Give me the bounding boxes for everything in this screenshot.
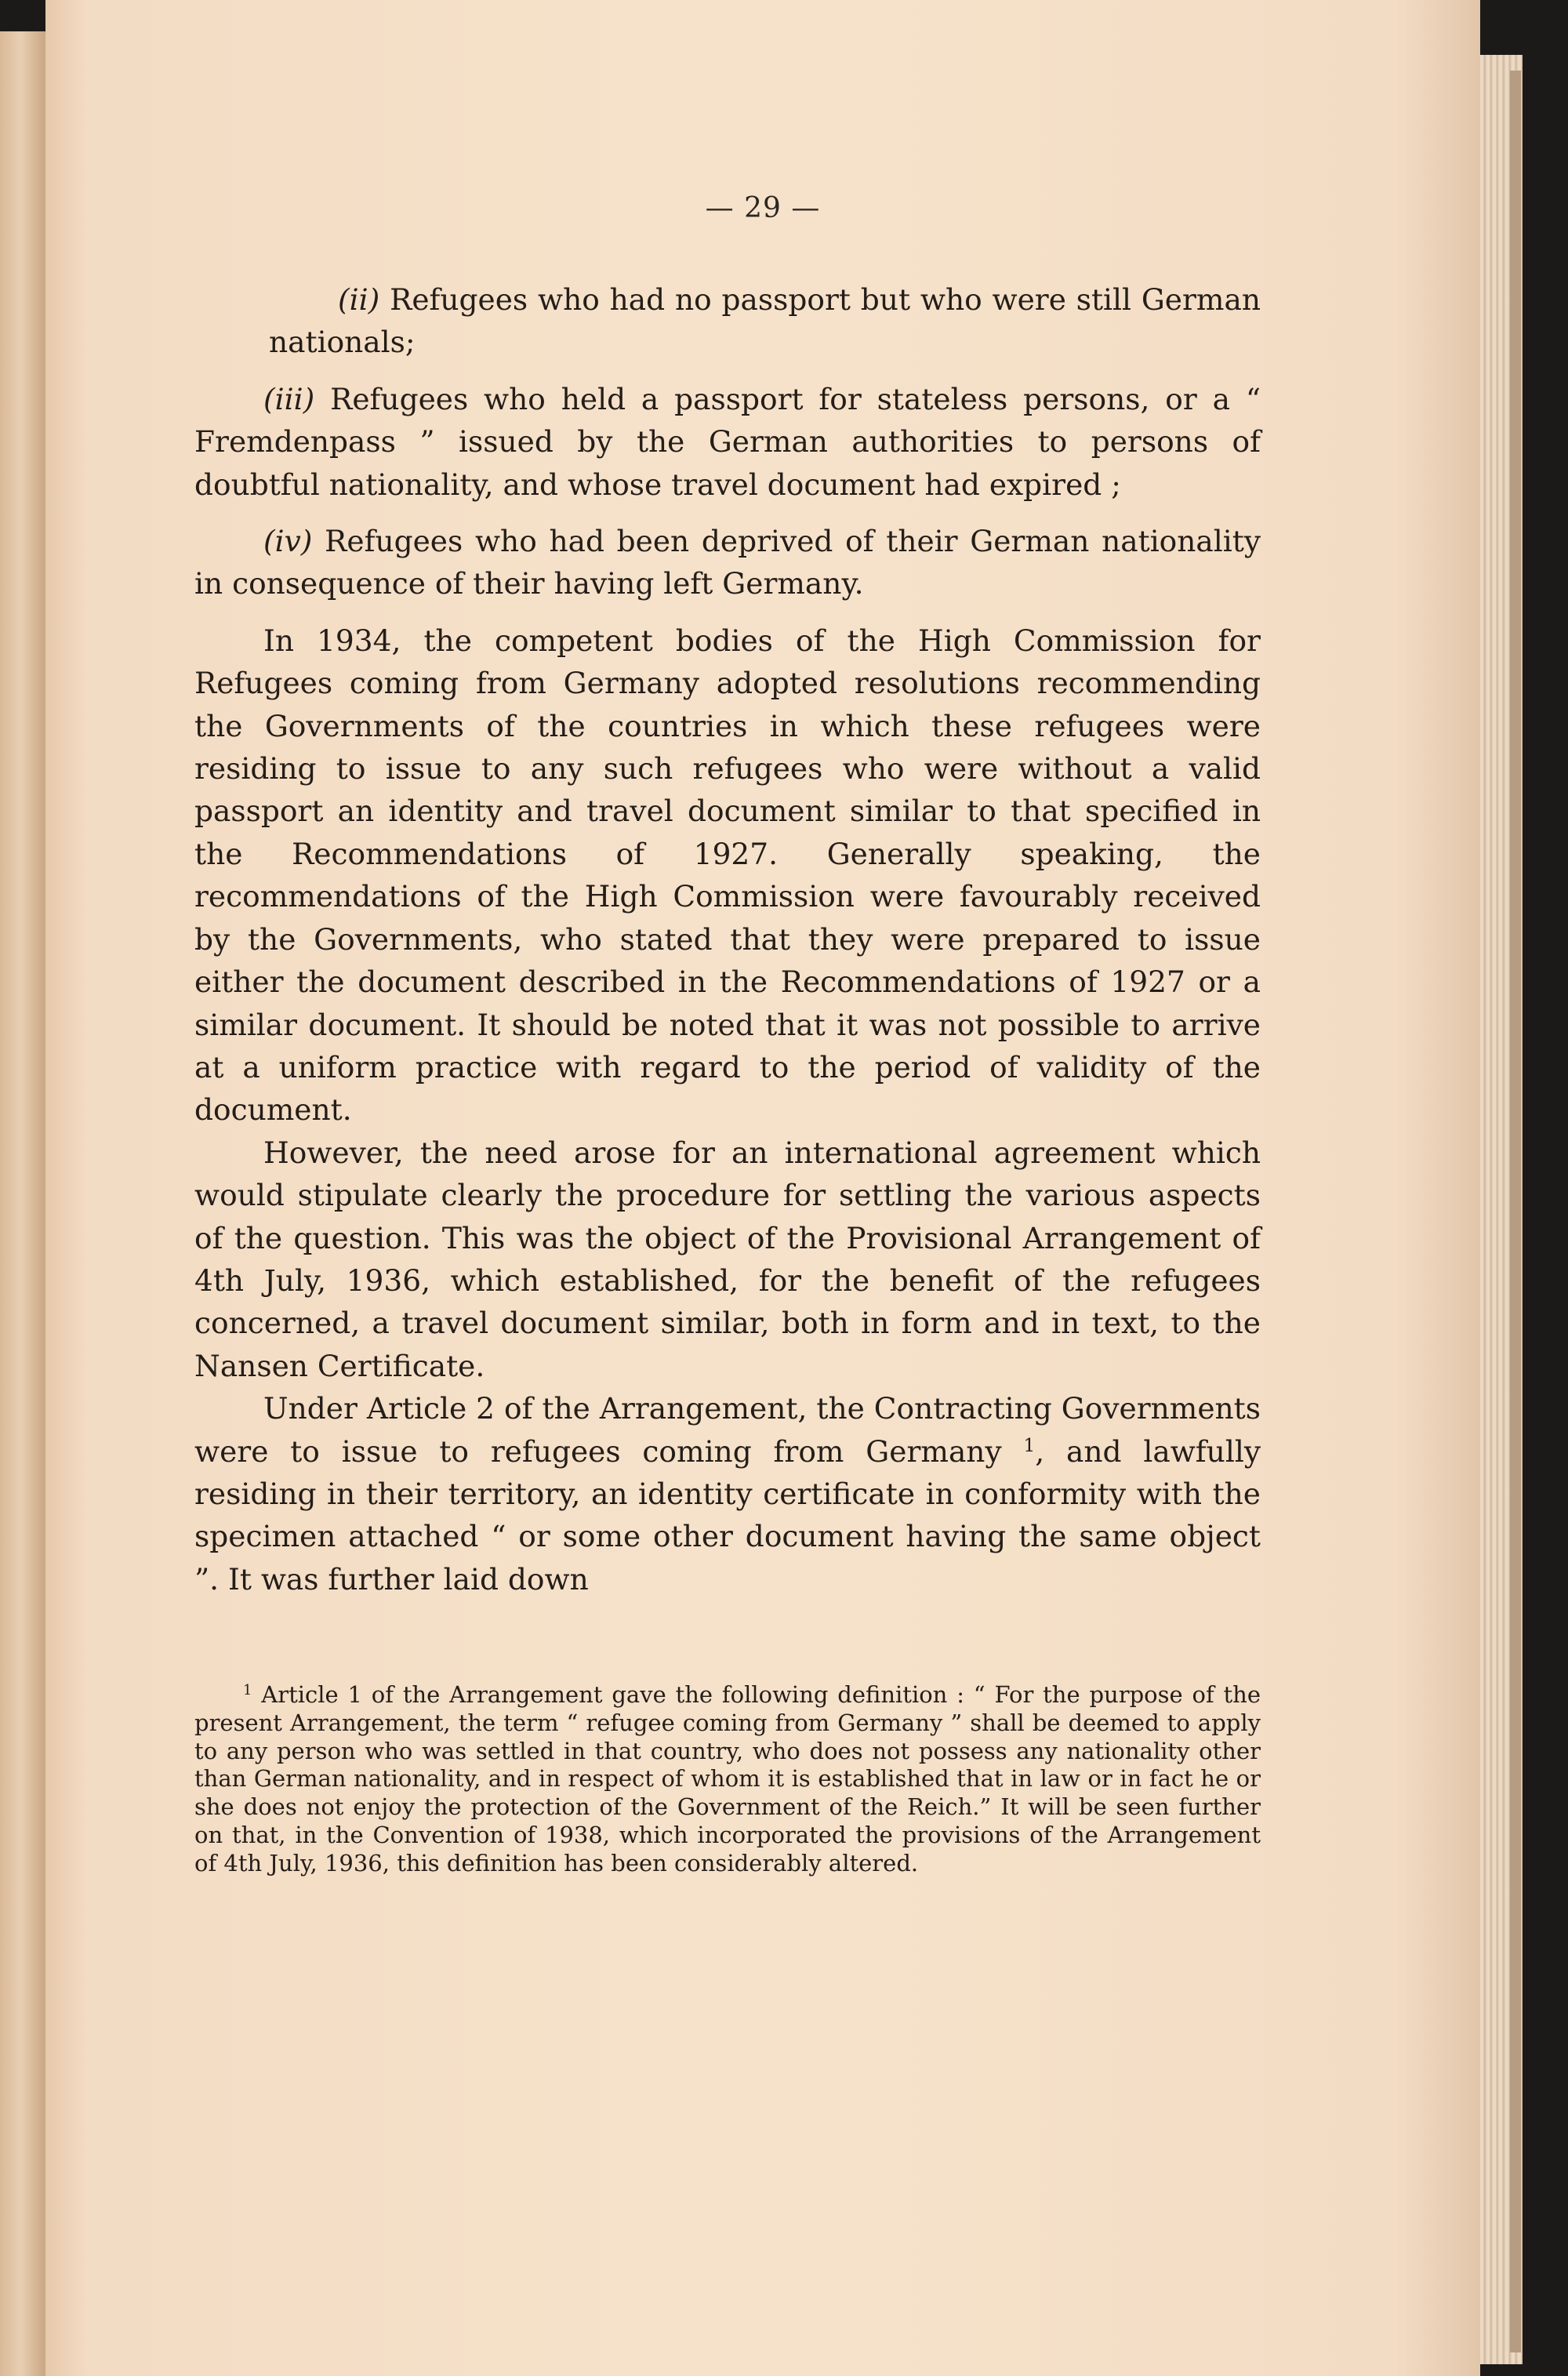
list-label-iv: (iv) bbox=[263, 524, 313, 559]
footnote-marker: 1 bbox=[243, 1682, 252, 1699]
page-number: — 29 — bbox=[705, 192, 821, 224]
paragraph-however: However, the need arose for an international agreement which would stipulate clearly the procedure for settling the various aspects of the question. This was the object of the Provisional Arrangement of 4th July, 1936, which established, for the benefit of the refugees concerned, a travel document similar, both in form and in text, to the Nansen Certificate. bbox=[194, 1135, 1261, 1383]
list-text-ii: Refugees who had no passport but who were still German nationals; bbox=[269, 282, 1261, 360]
list-text-iv: Refugees who had been deprived of their German nationality in consequence of their having left Germany. bbox=[194, 524, 1261, 601]
list-item-iv bbox=[194, 520, 1261, 605]
paragraph-article-2-start: Under Article 2 of the Arrangement, the Contracting Governments were to issue to refugees coming from Germany bbox=[194, 1391, 1261, 1469]
paragraph-article-2-end: , and lawfully residing in their territory, an identity certificate in conformity with the specimen attached “ or some other document having the same object ”. It was further laid down bbox=[194, 1433, 1261, 1597]
footnote-1 bbox=[194, 1681, 1261, 1878]
paragraph-1934: In 1934, the competent bodies of the High Commission for Refugees coming from Germany adopted resolutions recommending the Governments of the countries in which these refugees were residing to issue to any such refugees who were without a valid passport an identity and travel document similar to that specified in the Recommendations of 1927. Generally speaking, the recommendations of the High Commission were favourably received by the Governments, who stated that they were prepared to issue either the document described in the Recommendations of 1927 or a similar document. It should be noted that it was not possible to arrive at a uniform practice with regard to the period of validity of the document. bbox=[194, 623, 1261, 1128]
list-item-iii bbox=[194, 378, 1261, 506]
body-text bbox=[194, 278, 1261, 1600]
footnote-text: Article 1 of the Arrangement gave the following definition : “ For the purpose of the present Arrangement, the term “ refugee coming from Germany ” shall be deemed to apply to any person who was settled in that country, who does not possess any nationality other than German nationality, and in respect of whom it is established that in law or in fact he or she does not enjoy the protection of the Government of the Reich.” It will be seen further on that, in the Convention of 1938, which incorporated the provisions of the Arrangement of 4th July, 1936, this definition has been considerably altered. bbox=[194, 1681, 1261, 1876]
list-item-ii bbox=[269, 278, 1261, 364]
page-stack-shadow bbox=[1510, 71, 1521, 2352]
footnotes bbox=[194, 1681, 1261, 1878]
previous-page-edge bbox=[0, 31, 45, 2376]
paragraph-article-2 bbox=[194, 1387, 1261, 1600]
list-label-iii: (iii) bbox=[263, 381, 315, 416]
list-label-ii: (ii) bbox=[338, 282, 380, 317]
footnote-reference: 1 bbox=[1023, 1434, 1036, 1456]
book-page bbox=[45, 0, 1480, 2376]
list-text-iii: Refugees who held a passport for stateless persons, or a “ Fremdenpass ” issued by the German authorities to persons of doubtful nationality, and whose travel document had expired ; bbox=[194, 381, 1261, 502]
